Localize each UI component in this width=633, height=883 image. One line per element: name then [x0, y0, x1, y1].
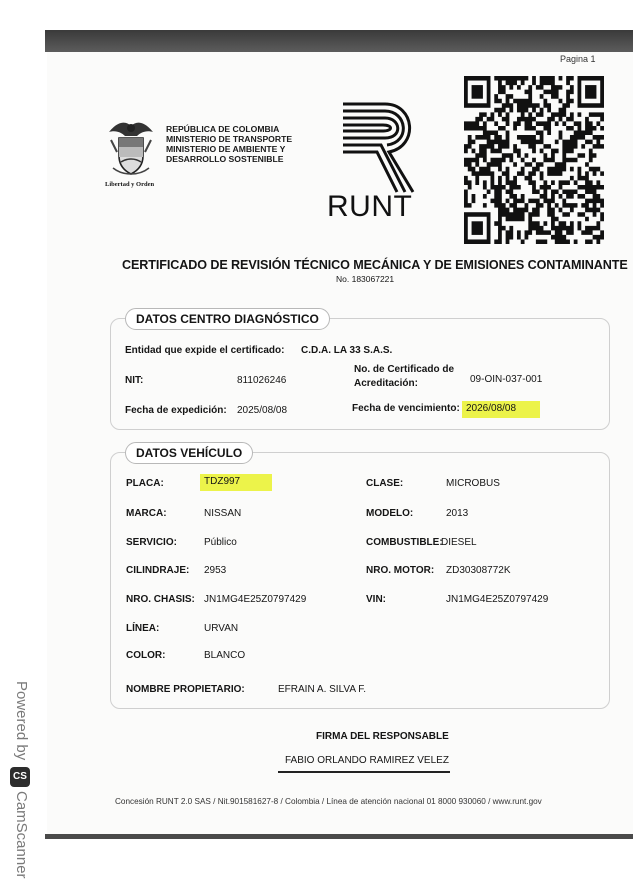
- signature-name: FABIO ORLANDO RAMIREZ VELEZ: [285, 755, 449, 766]
- model-value: 2013: [446, 508, 469, 519]
- qr-code-icon: [464, 76, 604, 244]
- brand-label: MARCA:: [126, 508, 167, 519]
- plate-value: TDZ997: [200, 474, 272, 491]
- vehicle-box: [110, 452, 610, 709]
- owner-label: NOMBRE PROPIETARIO:: [126, 684, 245, 695]
- coat-of-arms-icon: [103, 118, 159, 178]
- issue-date-value: 2025/08/08: [237, 405, 288, 416]
- owner-value: EFRAIN A. SILVA F.: [278, 684, 366, 695]
- expiry-date-label: [352, 401, 460, 416]
- chassis-label: NRO. CHASIS:: [126, 594, 195, 605]
- gov-line: DESARROLLO SOSTENIBLE: [166, 154, 284, 164]
- expiry-date-value: 2026/08/08: [462, 401, 540, 418]
- camscanner-watermark: [6, 681, 32, 879]
- signature-line: [278, 771, 450, 773]
- color-value: BLANCO: [204, 650, 246, 661]
- vehicle-heading: DATOS VEHÍCULO: [125, 442, 253, 464]
- nit-value: 811026246: [237, 375, 287, 386]
- plate-label: PLACA:: [126, 478, 164, 489]
- issuer-value: C.D.A. LA 33 S.A.S.: [301, 345, 393, 356]
- scan-bottom-edge: [45, 834, 633, 839]
- service-label: SERVICIO:: [126, 537, 177, 548]
- government-heading: [166, 124, 292, 164]
- accreditation-value: 09-OIN-037-001: [470, 374, 543, 385]
- fuel-value: DIESEL: [441, 537, 477, 548]
- runt-wordmark: RUNT: [327, 190, 413, 223]
- motor-value: ZD30308772K: [446, 565, 511, 576]
- class-label: CLASE:: [366, 478, 404, 489]
- expiry-date-label-text: Fecha de vencimiento:: [352, 403, 460, 414]
- watermark-powered-text: Powered by: [13, 681, 30, 761]
- model-label: MODELO:: [366, 508, 414, 519]
- signature-label: FIRMA DEL RESPONSABLE: [316, 731, 449, 742]
- class-value: MICROBUS: [446, 478, 500, 489]
- scan-top-edge: [45, 30, 633, 52]
- line-value: URVAN: [204, 623, 239, 634]
- color-label: COLOR:: [126, 650, 166, 661]
- accreditation-label: Acreditación:: [354, 378, 418, 389]
- nit-label: NIT:: [125, 375, 144, 386]
- gov-line: MINISTERIO DE AMBIENTE Y: [166, 144, 286, 154]
- chassis-value: JN1MG4E25Z0797429: [204, 594, 307, 605]
- accreditation-label: No. de Certificado de: [354, 364, 455, 375]
- vin-value: JN1MG4E25Z0797429: [446, 594, 549, 605]
- gov-line: MINISTERIO DE TRANSPORTE: [166, 134, 293, 144]
- shield-caption: Libertad y Orden: [105, 181, 155, 188]
- issuer-label: Entidad que expide el certificado:: [125, 345, 285, 356]
- footer-text: Concesión RUNT 2.0 SAS / Nit.901581627-8 / Colombia / Línea de atención nacional 01 8000 930060 / www.runt.gov: [115, 797, 542, 806]
- watermark-brand-text: CamScanner: [13, 791, 30, 879]
- certificate-number: No. 183067221: [336, 274, 395, 284]
- camscanner-logo-icon: CS: [10, 767, 30, 787]
- brand-value: NISSAN: [204, 508, 242, 519]
- displacement-value: 2953: [204, 565, 227, 576]
- gov-line: REPÚBLICA DE COLOMBIA: [166, 124, 280, 134]
- service-value: Público: [204, 537, 237, 548]
- displacement-label: CILINDRAJE:: [126, 565, 190, 576]
- diagnostic-center-heading: DATOS CENTRO DIAGNÓSTICO: [125, 308, 330, 330]
- fuel-label: COMBUSTIBLE:: [366, 537, 443, 548]
- vin-label: VIN:: [366, 594, 386, 605]
- line-label: LÍNEA:: [126, 623, 160, 634]
- issue-date-label: Fecha de expedición:: [125, 405, 227, 416]
- page-label: Pagina 1: [560, 54, 596, 64]
- document-title: CERTIFICADO DE REVISIÓN TÉCNICO MECÁNICA Y DE EMISIONES CONTAMINANTE: [122, 258, 628, 272]
- runt-logo-icon: [333, 100, 423, 196]
- motor-label: NRO. MOTOR:: [366, 565, 435, 576]
